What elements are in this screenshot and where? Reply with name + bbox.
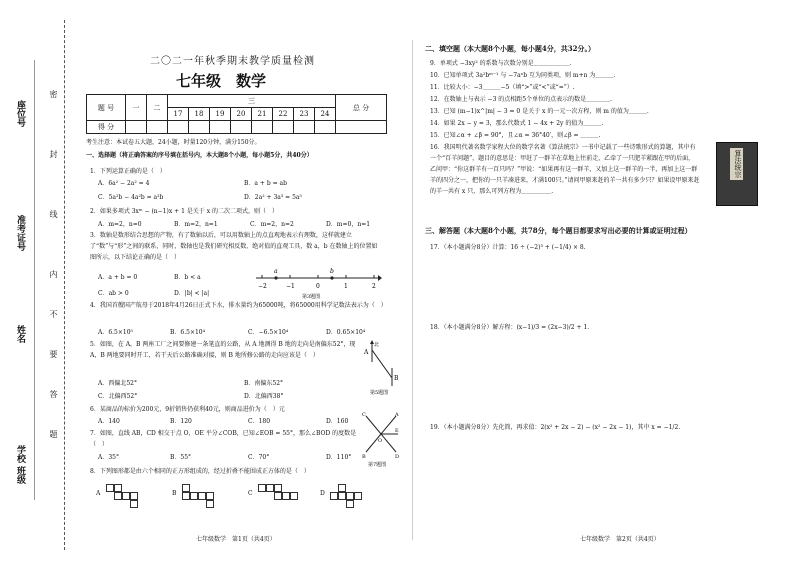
q8-option-d: D: [320, 490, 325, 497]
score-sub-col: 20: [231, 108, 252, 121]
footer-right: 七年级数学 第2页（共4页）: [580, 536, 660, 543]
q7-option-d: D．110°: [326, 454, 352, 461]
fill-q9: 9．单项式 −3xy² 的系数与次数分别是＿＿＿＿＿＿.: [430, 60, 572, 67]
q1-stem: 1．下列运算正确的是（ ）: [90, 168, 166, 175]
q2-option-c: C．m=2，n=2: [250, 221, 294, 228]
q5-stem: 5．如图，在 A，B 两座工厂之间要修建一条笔直的公路，从 A 地测得 B 地的走向是南偏东52°，现 A，B 两地要同时开工，若干天后公路准确对接，则 B 地所修公路的走向应该是（ ）: [90, 341, 356, 359]
q7-option-c: C．70°: [248, 454, 270, 461]
q1-option-c: C．5a²b − 4a²b = a²b: [98, 194, 164, 201]
fill-q15: 15．已知∠α + ∠β = 90°，且∠α = 36°40′，则∠β = ＿＿＿.: [430, 132, 601, 139]
q8-option-c: C: [248, 490, 253, 497]
seat-no-label: 座位号: [15, 100, 25, 127]
name-label: 姓名: [15, 325, 25, 343]
book-illustration: [716, 142, 758, 206]
fig7-label: D: [395, 454, 400, 460]
school-class-label: 学校 班级: [15, 445, 25, 485]
q5-option-a: A．西偏北52°: [98, 380, 137, 387]
section1-heading: 一、选择题（将正确答案的序号填在括号内，本大题8个小题，每小题5分，共40分）: [86, 152, 313, 159]
q3-option-a: A．a + b = 0: [98, 274, 138, 281]
score-table: [86, 94, 387, 134]
score-col-three: 三: [168, 95, 336, 108]
solve-q19: 19．（本小题满分8分）先化简，再求值：2(x² + 2x − 2) − (x² − 2x − 1)，其中 x = −1/2.: [430, 424, 681, 431]
seal-word: 要: [49, 350, 58, 358]
q3-stem: 3．数轴是数形结合思想的产物，有了数轴以后，可以用数轴上的点直观地表示有理数，这样就建立了“数”与“形”之间的联系，同时，数轴也是我们研究相反数、绝对值的直观工具，数 a，b 在数轴上的位置如图所示，以下结论正确的是（ ）: [90, 232, 378, 261]
fig5-caption: 第5题图: [370, 390, 389, 396]
score-sub-col: 24: [315, 108, 336, 121]
binding-underline: [34, 60, 35, 500]
q3-option-c: C．ab > 0: [98, 290, 129, 297]
fig7-label: B: [362, 454, 366, 460]
subject-title: 七年级 数学: [176, 72, 267, 90]
q6-stem: 6．某商品的标价为200元，9折销售仍获利40元，则商品进价为（ ）元: [90, 406, 285, 413]
q4-option-c: C．−6.5×10⁴: [248, 329, 289, 336]
q4-option-b: B．6.5×10⁴: [170, 329, 206, 336]
q6-option-c: C．180: [248, 418, 271, 425]
score-cell[interactable]: [126, 121, 147, 134]
score-row-label: 得 分: [87, 121, 126, 134]
q8-option-a: A: [96, 490, 101, 497]
q4-option-d: D．0.65×10⁴: [326, 329, 366, 336]
seal-word: 答: [49, 390, 58, 398]
fig7-label: A: [395, 412, 399, 418]
q5-option-d: D．北偏西38°: [244, 393, 284, 400]
score-sub-col: 18: [189, 108, 210, 121]
seal-word: 内: [49, 270, 58, 278]
score-cell[interactable]: [336, 121, 387, 134]
fig7-intersecting-lines: [362, 408, 400, 468]
section3-heading: 三、解答题（本大题8个小题，共78分，每个题目都要求写出必要的计算或证明过程）: [425, 226, 692, 235]
score-cell[interactable]: [315, 121, 336, 134]
q3-option-b: B．b < a: [174, 274, 201, 281]
q6-option-d: D．160: [326, 418, 349, 425]
q7-option-b: B．55°: [170, 454, 192, 461]
q1-option-b: B．a + b = ab: [244, 180, 287, 187]
footer-left: 七年级数学 第1页（共4页）: [196, 536, 276, 543]
fig7-label: E: [395, 428, 399, 434]
fig3-tick-label: 2: [372, 283, 376, 290]
fill-q12: 12．在数轴上与表示 −3 的点相距5个单位的点表示的数是＿＿＿＿.: [430, 96, 613, 103]
score-cell[interactable]: [273, 121, 294, 134]
fig7-label: C: [362, 412, 366, 418]
q7-option-a: A．35°: [98, 454, 119, 461]
fig3-point-b: b: [330, 268, 334, 275]
fig7-label: O: [378, 438, 383, 444]
exam-no-label: 准考证号: [15, 215, 25, 251]
q6-option-a: A．140: [98, 418, 120, 425]
q8-option-b: B: [172, 490, 177, 497]
seal-word: 线: [49, 210, 58, 218]
fig5-north-label: 北: [374, 342, 380, 348]
total-score-label: 总 分: [336, 95, 387, 121]
q2-stem: 2．如果多项式 3xᵐ − (n−1)x + 1 是关于 x 的二次二项式，则（ ）: [90, 208, 278, 215]
score-sub-col: 17: [168, 108, 189, 121]
fig3-tick-label: 1: [344, 283, 348, 290]
q2-option-a: A．m=2，n=0: [98, 221, 142, 228]
fill-q13: 13．已知 (m−1)x^|m| − 3 = 0 是关于 x 的一元一次方程，则 m 的值为＿＿＿.: [430, 108, 649, 115]
q8-stem: 8．下列图形都是由六个相同的正方形组成的，经过折叠不能围成正方体的是（ ）: [90, 468, 310, 475]
q2-option-d: D．m=0，n=1: [326, 221, 371, 228]
fig3-point-a: a: [274, 268, 278, 275]
score-sub-col: 21: [252, 108, 273, 121]
q1-option-d: D．2a² + 3a³ = 5a⁵: [244, 194, 302, 201]
fig3-tick-label: 0: [316, 283, 320, 290]
score-cell[interactable]: [168, 121, 189, 134]
fig3-tick-label: −2: [258, 283, 267, 290]
fig5-direction-diagram: [360, 338, 400, 396]
fill-q14: 14．如果 2x − y = 3，那么代数式 1 − 4x + 2y 的值为＿＿＿.: [430, 120, 604, 127]
q7-stem: 7．如图，直线 AB，CD 相交于点 O，OE 平分∠COB，已知∠EOB = 55°，那么∠BOD 的度数是（ ）: [90, 430, 357, 448]
solve-q17: 17．（本小题满分8分）计算：16 ÷ (−2)³ + (−1/4) × 8.: [430, 244, 586, 251]
fill-q11: 11．比较大小：−3＿＿＿−5（填“>”或“<”或“=”）.: [430, 84, 575, 91]
q6-option-b: B．120: [170, 418, 192, 425]
q3-option-d: D．|b| < |a|: [174, 290, 210, 297]
exam-title: 二〇二一年秋季期末教学质量检测: [150, 56, 315, 67]
fig3-number-line: [252, 266, 382, 302]
seal-word: 题: [49, 430, 58, 438]
score-sub-col: 19: [210, 108, 231, 121]
seal-word: 密: [49, 90, 58, 98]
score-cell[interactable]: [189, 121, 210, 134]
binding-fold-line: [64, 20, 65, 550]
q4-stem: 4．我国首艘国产航母于2018年4月26日正式下水，排水量约为65000吨，将65000用科学记数法表示为（ ）: [90, 302, 387, 309]
score-cell[interactable]: [252, 121, 273, 134]
fill-q10: 10．已知单项式 3a²bᵐ⁻¹ 与 −7aⁿb 互为同类项，则 m+n 为＿＿＿.: [430, 72, 616, 79]
seal-word: 封: [49, 150, 58, 158]
solve-q18: 18．（本小题满分8分）解方程：(x−1)/3 = (2x−3)/2 + 1.: [430, 324, 590, 331]
q5-option-c: C．北偏西52°: [98, 393, 138, 400]
section2-heading: 二、填空题（本大题8个小题，每小题4分，共32分。）: [425, 44, 595, 53]
fig5-point-a: A: [364, 349, 369, 356]
score-col-two: 二: [147, 95, 168, 121]
score-col-one: 一: [126, 95, 147, 121]
question-no-label: 题 号: [87, 95, 126, 121]
fill-q16: 16．我国明代著名数学家程大位的数学名著《算法统宗》一书中记载了一些诗歌形式的算题，其中有一个“百羊问题”，题目的意思是：甲赶了一群羊在草地上往前走，乙牵了一只肥羊紧跟在甲的后面，乙问甲：“你这群羊有一百只吗？”甲说：“如果再有这一群羊，又加上这一群羊的一半，再加上这一群羊的四分之一，把你的一只羊凑进来，才满100只。”请问甲原来赶的羊一共有多少只？如果设甲原来赶的羊一共有 x 只，那么可列方程为＿＿＿＿＿.: [430, 144, 700, 195]
exam-notice: 考生注意：本试卷五大题，24小题，时量120分钟，满分150分。: [86, 139, 261, 146]
score-cell[interactable]: [231, 121, 252, 134]
score-cell[interactable]: [294, 121, 315, 134]
score-sub-col: 23: [294, 108, 315, 121]
fig5-point-b: B: [394, 375, 399, 382]
score-sub-col: 22: [273, 108, 294, 121]
fig3-tick-label: −1: [286, 283, 295, 290]
score-cell[interactable]: [210, 121, 231, 134]
fig3-caption: 第3题图: [302, 294, 321, 300]
q1-option-a: A．6a² − 2a² = 4: [98, 180, 150, 187]
q2-option-b: B．m=2，n=1: [174, 221, 218, 228]
q5-option-b: B．南偏东52°: [244, 380, 284, 387]
fig7-caption: 第7题图: [368, 462, 387, 468]
seal-word: 不: [49, 310, 58, 318]
q4-option-a: A．6.5×10⁵: [98, 329, 133, 336]
score-cell[interactable]: [147, 121, 168, 134]
page-divider: [412, 40, 413, 540]
book-title-label: 算法统宗: [730, 148, 743, 180]
